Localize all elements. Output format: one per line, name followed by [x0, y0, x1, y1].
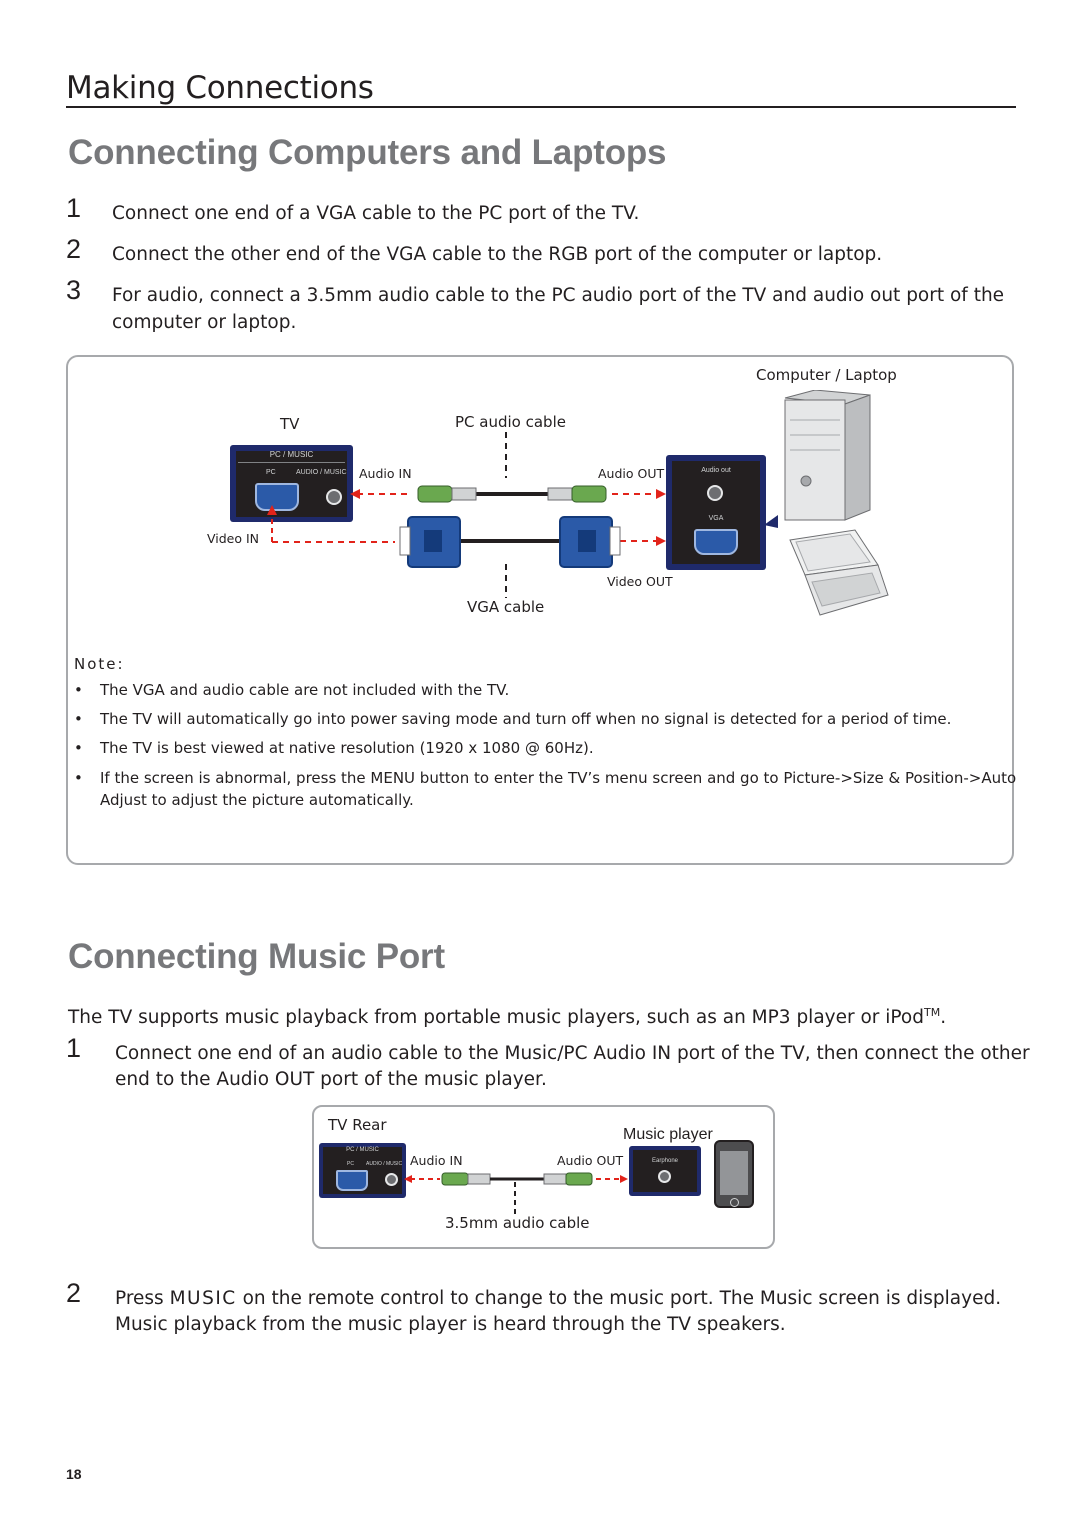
note-title: Note: [74, 655, 125, 673]
computer-port-panel [666, 455, 766, 570]
tv-rear-label: TV Rear [328, 1116, 387, 1134]
vga-port-icon [694, 529, 738, 555]
audio-cable-label: 3.5mm audio cable [445, 1214, 590, 1232]
trademark: TM [923, 1006, 941, 1019]
step-text-continued: Music playback from the music player is heard through the TV speakers. [115, 1314, 786, 1335]
panel-title: PC / MUSIC [346, 1147, 379, 1153]
music-intro-end: . [940, 1007, 947, 1029]
tv-rear-port-panel [319, 1143, 406, 1198]
audio-out-label: Audio OUT [598, 466, 665, 481]
note-item: The TV is best viewed at native resolution (1920 x 1080 @ 60Hz). [100, 739, 594, 757]
step-text-continued: computer or laptop. [112, 312, 297, 333]
note-item: If the screen is abnormal, press the MENU button to enter the TV’s menu screen and go to Picture->Size & Position->Auto [100, 769, 1017, 787]
step-number: 2 [66, 1278, 82, 1308]
step-number: 1 [66, 193, 82, 223]
vga-cable-label: VGA cable [467, 598, 545, 616]
step-number: 2 [66, 234, 82, 264]
music-heading: Connecting Music Port [68, 937, 445, 976]
music-key: MUSIC [169, 1288, 237, 1309]
port-pc-label: PC [347, 1161, 354, 1167]
step-text-part: on the remote control to change to the music port. The Music screen is displayed. [236, 1288, 1002, 1309]
port-audio-label: AUDIO / MUSIC [366, 1161, 403, 1167]
music-intro-text: The TV supports music playback from portable music players, such as an MP3 player or iPod [68, 1007, 924, 1029]
bullet: • [74, 739, 83, 757]
port-pc-label: PC [266, 469, 276, 476]
audio-out-label: Audio OUT [557, 1153, 624, 1168]
audio-in-label: Audio IN [359, 466, 412, 481]
music-player-label: Music player [623, 1126, 713, 1143]
step-text: Connect the other end of the VGA cable to the RGB port of the computer or laptop. [112, 244, 883, 265]
pc-vga-port-label: VGA [708, 515, 724, 522]
tv-label: TV [280, 415, 300, 433]
bullet: • [74, 710, 83, 728]
computer-laptop-icon [760, 390, 900, 635]
step-number: 1 [66, 1033, 82, 1063]
step-text: For audio, connect a 3.5mm audio cable to the PC audio port of the TV and audio out port of the [112, 285, 1005, 306]
vga-port-icon [336, 1170, 368, 1191]
page-number: 18 [66, 1466, 82, 1482]
music-cable-diagram [400, 1160, 640, 1220]
bullet: • [74, 681, 83, 699]
pc-audio-out-port-label: Audio out [701, 467, 731, 474]
earphone-port-label: Earphone [651, 1158, 679, 1164]
step-text [115, 1285, 1001, 1312]
step-text-continued: end to the Audio OUT port of the music player. [115, 1069, 547, 1090]
pc-audio-cable-label: PC audio cable [455, 413, 566, 431]
note-item-continued: Adjust to adjust the picture automatically. [100, 791, 414, 809]
step-text: Connect one end of an audio cable to the Music/PC Audio IN port of the TV, then connect the other [115, 1043, 1030, 1064]
video-out-label: Video OUT [607, 574, 673, 589]
step-text-part: Press [115, 1288, 170, 1309]
note-item: The TV will automatically go into power saving mode and turn off when no signal is detected for a period of time. [100, 710, 952, 728]
bullet: • [74, 769, 83, 787]
audio-jack-icon [707, 485, 723, 501]
audio-in-label: Audio IN [410, 1153, 463, 1168]
computers-heading: Connecting Computers and Laptops [68, 133, 667, 172]
step-number: 3 [66, 275, 82, 305]
port-audio-label: AUDIO / MUSIC [296, 469, 347, 476]
note-item: The VGA and audio cable are not included with the TV. [100, 681, 510, 699]
step-text: Connect one end of a VGA cable to the PC port of the TV. [112, 203, 640, 224]
panel-title: PC / MUSIC [269, 450, 314, 459]
audio-jack-icon [658, 1170, 671, 1183]
audio-jack-icon [385, 1173, 398, 1186]
computer-laptop-label: Computer / Laptop [756, 366, 897, 384]
music-player-icon [714, 1140, 754, 1208]
video-in-label: Video IN [207, 531, 260, 546]
music-player-port-panel [629, 1146, 701, 1196]
section-label: Making Connections [66, 70, 374, 106]
music-intro [68, 999, 946, 1031]
cable-diagram [0, 0, 1080, 700]
